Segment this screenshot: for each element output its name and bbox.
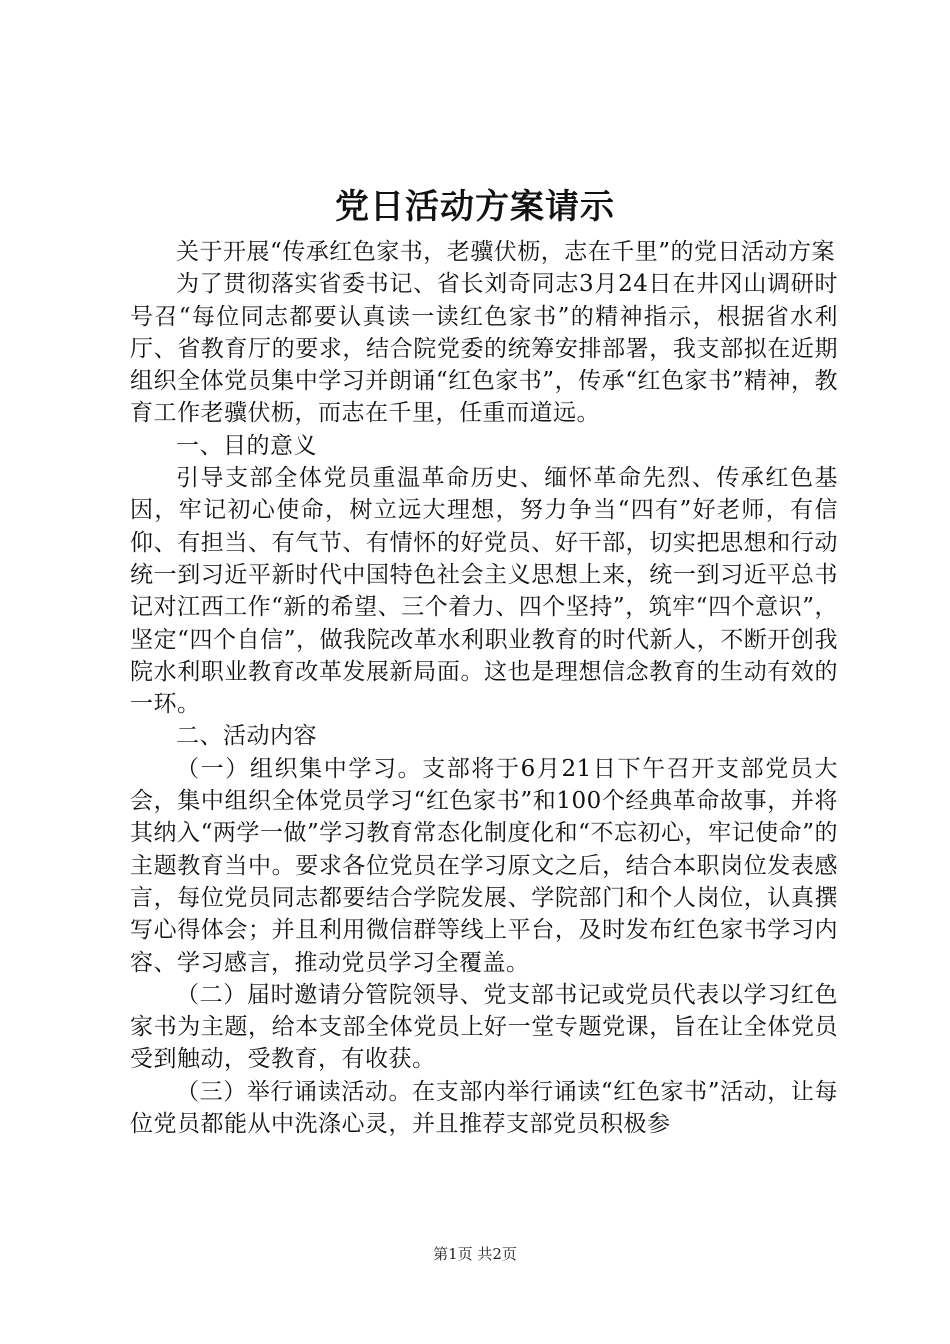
purpose-paragraph: 引导支部全体党员重温革命历史、缅怀革命先烈、传承红色基因，牢记初心使命，树立远大理想，努力争当“四有”好老师，有信仰、有担当、有气节、有情怀的好党员、好干部，切实把思想和行动统一到习近平新时代中国特色社会主义思想上来，统一到习近平总书记对江西工作“新的希望、三个着力、四个坚持”，筑牢“四个意识”，坚定“四个自信”，做我院改革水利职业教育的时代新人，不断开创我院水利职业教育改革发展新局面。这也是理想信念教育的生动有效的一环。: [130, 465, 838, 718]
section-heading-purpose: 一、目的意义: [176, 432, 317, 459]
section-heading-activities: 二、活动内容: [176, 723, 317, 750]
document-title: 党日活动方案请示: [335, 187, 615, 227]
document-subtitle: 关于开展“传承红色家书，老骥伏枥，志在千里”的党日活动方案: [176, 239, 836, 265]
activity-item-1: （一）组织集中学习。支部将于6月21日下午召开支部党员大会，集中组织全体党员学习“红色家书”和100个经典革命故事，并将其纳入“两学一做”学习教育常态化制度化和“不忘初心，牢记使命”的主题教育当中。要求各位党员在学习原文之后，结合本职岗位发表感言，每位党员同志都要结合学院发展、学院部门和个人岗位，认真撰写心得体会；并且利用微信群等线上平台，及时发布红色家书学习内容、学习感言，推动党员学习全覆盖。: [130, 755, 838, 976]
intro-paragraph: 为了贯彻落实省委书记、省长刘奇同志3月24日在井冈山调研时号召“每位同志都要认真读一读红色家书”的精神指示，根据省水利厅、省教育厅的要求，结合院党委的统筹安排部署，我支部拟在近期组织全体党员集中学习并朗诵“红色家书”，传承“红色家书”精神，教育工作老骥伏枥，而志在千里，任重而道远。: [130, 271, 838, 427]
page-number-footer: 第1页 共2页: [433, 1245, 517, 1263]
activity-item-3: （三）举行诵读活动。在支部内举行诵读“红色家书”活动，让每位党员都能从中洗涤心灵，并且推荐支部党员积极参: [130, 1078, 838, 1138]
activity-item-2: （二）届时邀请分管院领导、党支部书记或党员代表以学习红色家书为主题，给本支部全体党员上好一堂专题党课，旨在让全体党员受到触动，受教育，有收获。: [130, 981, 838, 1073]
document-body: [130, 236, 838, 1140]
